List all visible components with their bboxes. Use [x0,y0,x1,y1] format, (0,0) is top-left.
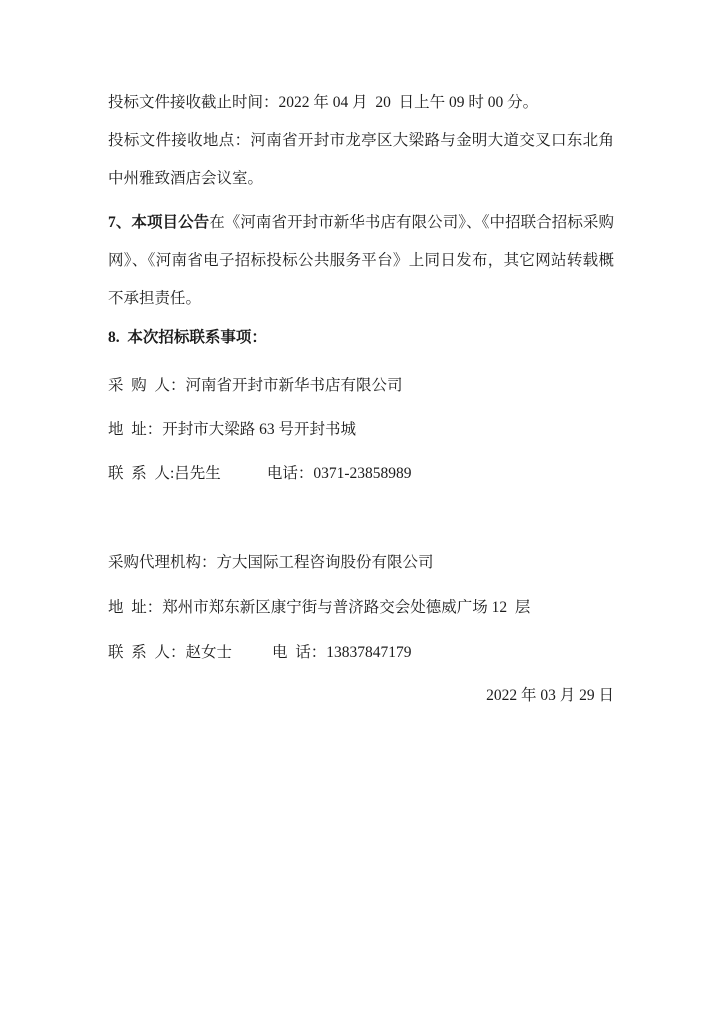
purchaser-phone: 电话：0371-23858989 [266,465,412,482]
agency-name-line: 采购代理机构：方大国际工程咨询股份有限公司 [108,554,434,571]
bid-deadline-paragraph: 投标文件接收截止时间：2022 年 04 月 20 日上午 09 时 00 分。 [108,94,539,111]
document-date: 2022 年 03 月 29 日 [486,687,614,704]
document-content [108,84,614,715]
purchaser-name-line: 采 购 人：河南省开封市新华书店有限公司 [108,377,403,394]
agency-contact-person: 联 系 人：赵女士 [108,644,233,661]
purchaser-contact-person: 联 系 人:吕先生 [108,465,221,482]
purchaser-address-line: 地 址：开封市大梁路 63 号开封书城 [108,421,357,438]
agency-phone: 电 话：13837847179 [272,644,412,661]
section7-body: 在《河南省开封市新华书店有限公司》、《中招联合招标采购网》、《河南省电子招标投标公共服务平台》上同日发布，其它网站转载概不承担责任。 [108,214,614,307]
agency-address-line: 地 址：郑州市郑东新区康宁街与普济路交会处德威广场 12 层 [108,599,531,616]
bid-location-paragraph: 投标文件接收地点：河南省开封市龙亭区大梁路与金明大道交叉口东北角中州雅致酒店会议室。 [108,132,614,187]
section7-paragraph [108,204,614,318]
section8-heading: 8. 本次招标联系事项： [108,329,267,346]
agency-contact-line [108,634,614,672]
section7-lead: 7、本项目公告 [108,214,210,231]
purchaser-contact-line [108,455,614,493]
